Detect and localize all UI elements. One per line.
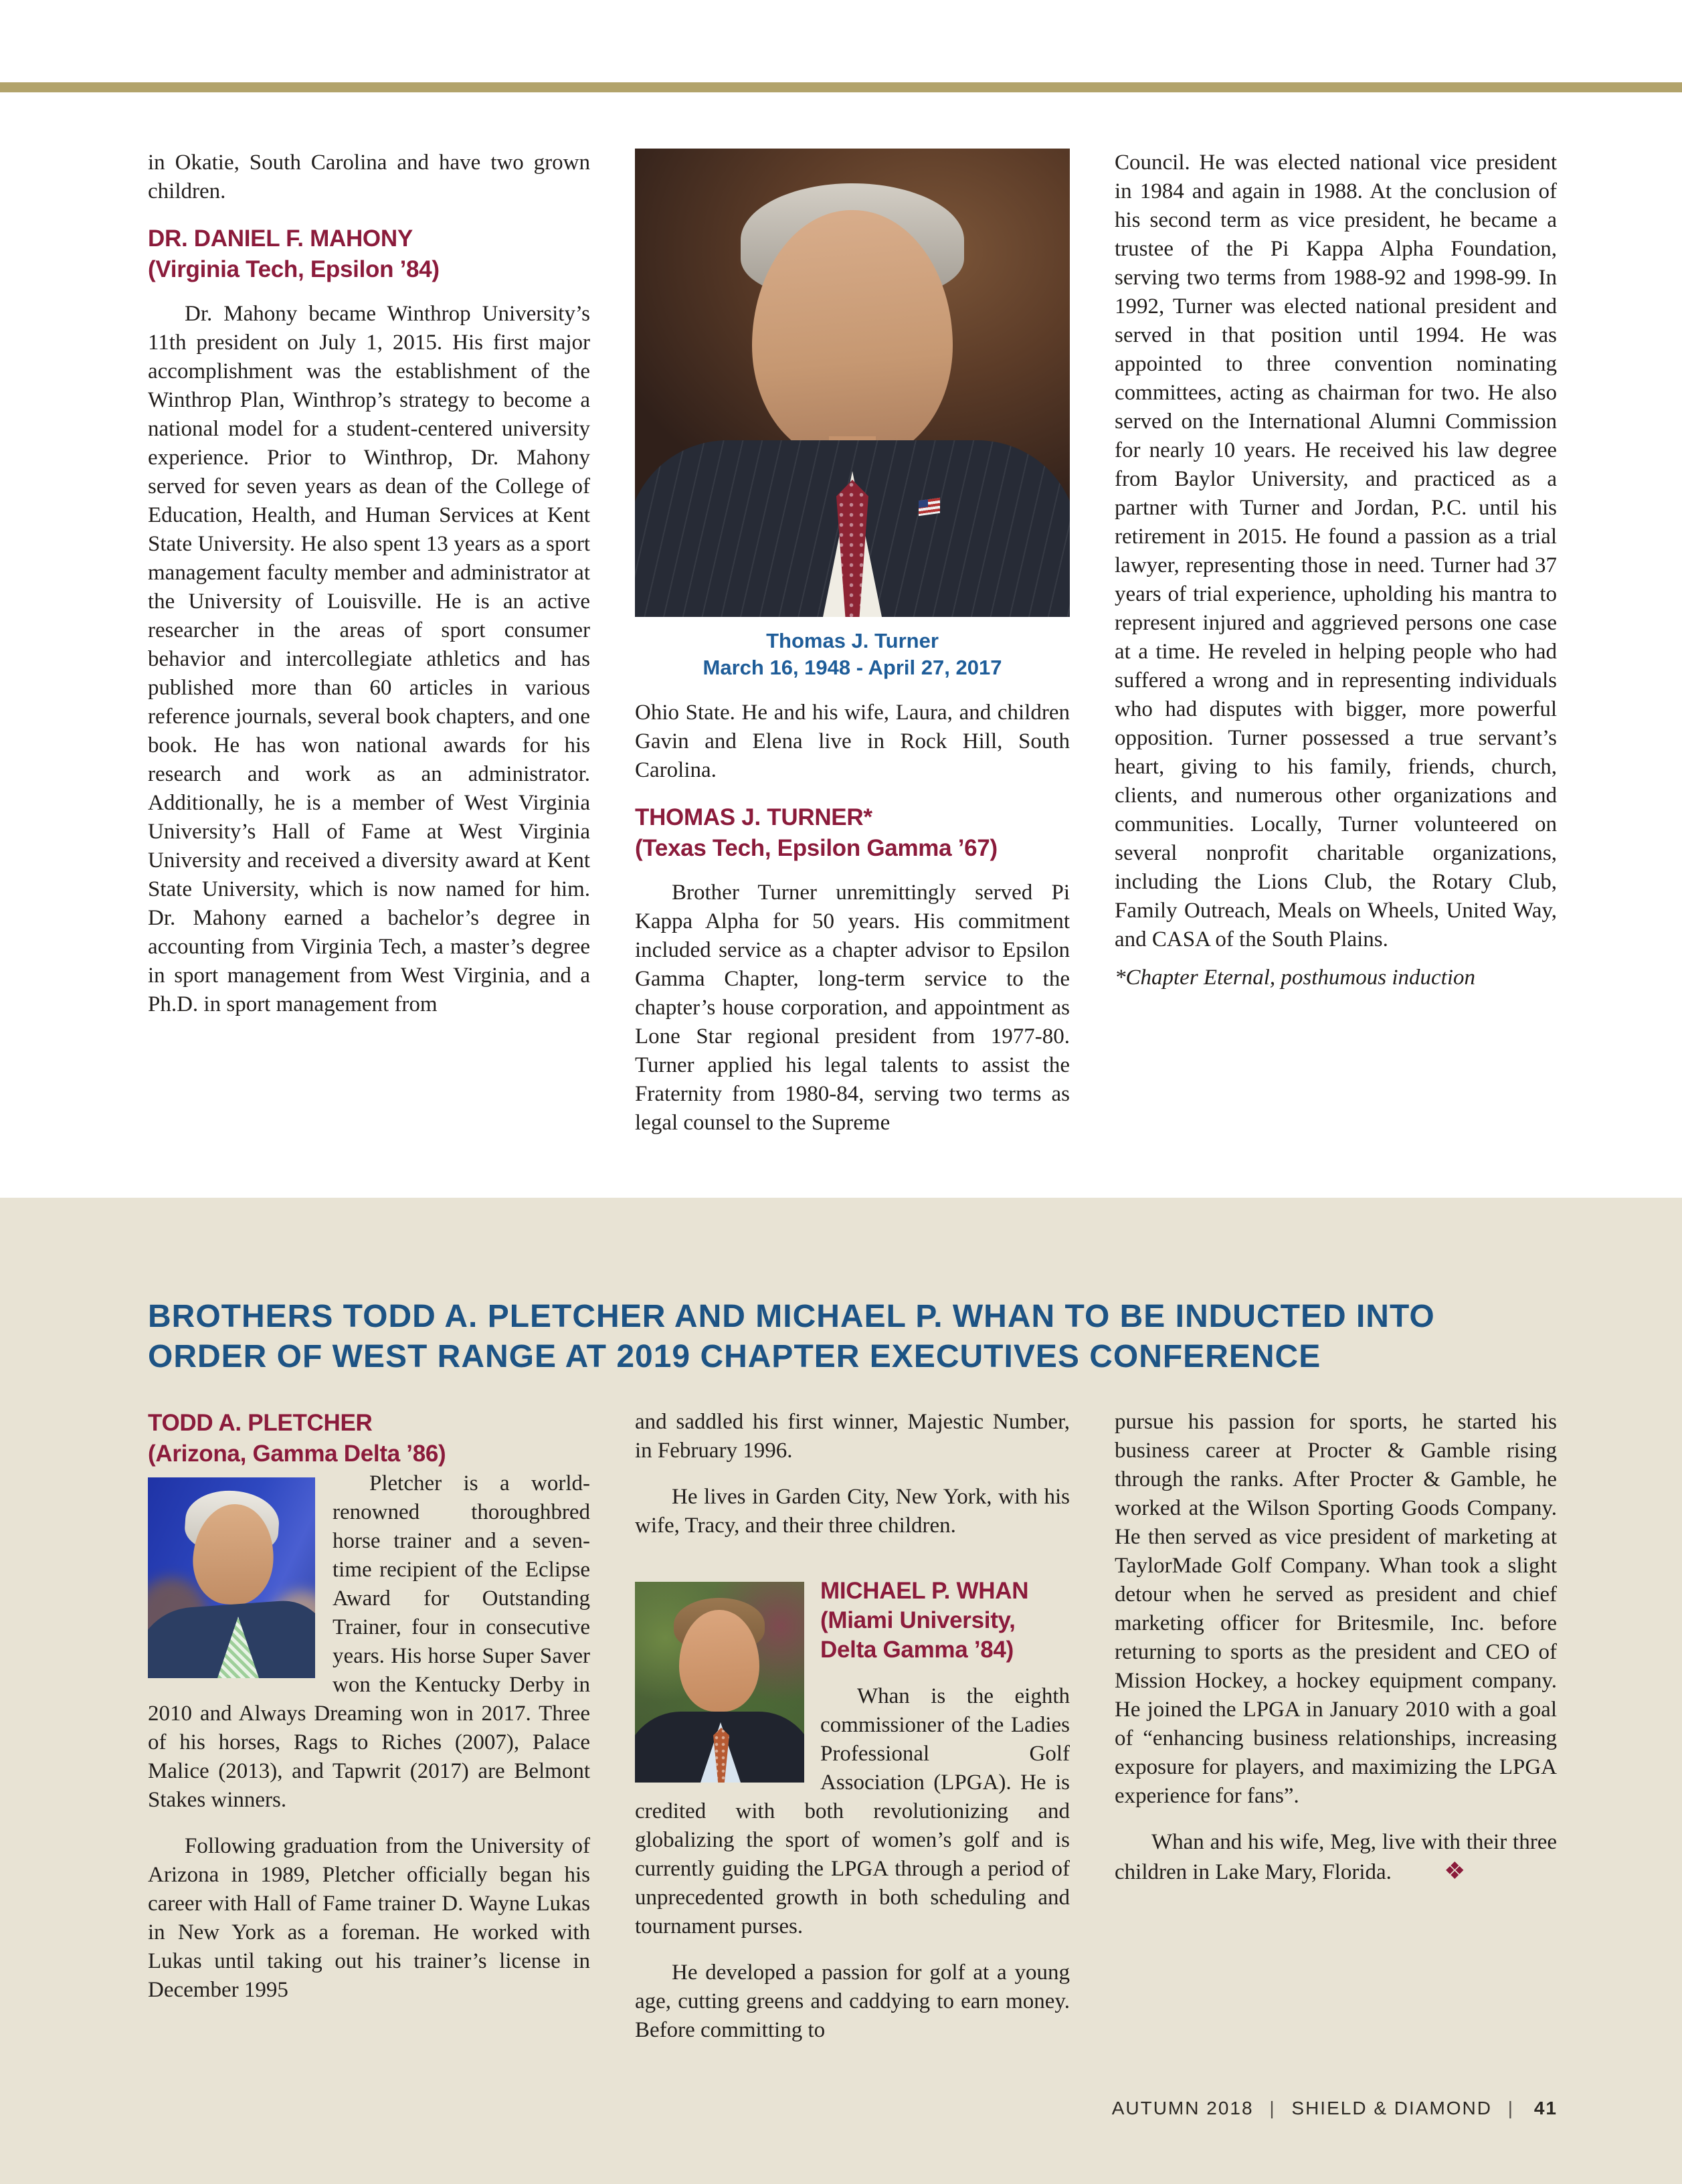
turner-chapter: (Texas Tech, Epsilon Gamma ’67): [635, 835, 998, 861]
column-pletcher: [148, 1408, 590, 2045]
whan-para2: He developed a passion for golf at a young age, cutting greens and caddying to earn money. Before committing to: [635, 1961, 1070, 2042]
pletcher-photo: [148, 1477, 315, 1678]
end-diamond-icon: ❖: [1444, 1857, 1466, 1884]
footer-separator: |: [1269, 2098, 1276, 2118]
mahony-body: Dr. Mahony became Winthrop University’s 11th president on July 1, 2015. His first major accomplishment was the establishment of the Winthrop Plan, Winthrop’s strategy to become a national model for a student-centered university experience. Prior to Winthrop, Dr. Mahony served for seven years as dean of the College of Education, Health, and Human Services at Kent State University. He also spent 13 years as a sport management faculty member and administrator at the University of Louisville. He is an active researcher in the areas of sport consumer behavior and intercollegiate athletics and has published more than 60 articles in various reference journals, several book chapters, and one book. He has won national awards for his research and work as an administrator. Additionally, he is a member of West Virginia University’s Hall of Fame at West Virginia University and received a diversity award at Kent State University, which is now named for him. Dr. Mahony earned a bachelor’s degree in accounting from Virginia Tech, a master’s degree in sport management from West Virginia, and a Ph.D. in sport management from: [148, 302, 590, 1016]
whan-photo-text-wrap: [635, 1576, 1070, 1941]
footer-page-number: 41: [1533, 2098, 1558, 2118]
column-mahony: [148, 149, 590, 1138]
mahony-name: DR. DANIEL F. MAHONY: [148, 225, 413, 252]
turner-body-column3: Council. He was elected national vice president in 1984 and again in 1988. At the conclusion of his second term as vice president, he became a trustee of the Pi Kappa Alpha Foundation, serving two terms from 1988-92 and 1998-99. In 1992, Turner was elected national president and served in that position until 1994. He was appointed to three convention nominating committees, acting as chairman for two. He also served on the International Alumni Commission for nearly 10 years. He received his law degree from Baylor University, and practiced as a partner with Turner and Jordan, P.C. until his retirement in 2015. He found a passion as a trial lawyer, representing those in need. Turner had 37 years of trial experience, upholding his mantra to represent injured and aggrieved persons one case at a time. He reveled in helping people who had suffered a wrong and in representing individuals who had disputes with bigger, more powerful opposition. Turner possessed a true servant’s heart, giving to his family, friends, church, clients, and numerous other organizations and communities. Locally, Turner volunteered on several nonprofit charitable organizations, including the Lions Club, the Rotary Club, Family Outreach, Meals on Wheels, United Way, and CASA of the South Plains.: [1115, 151, 1557, 951]
owr-headline-line2: ORDER OF WEST RANGE AT 2019 CHAPTER EXECUTIVES CONFERENCE: [148, 1339, 1321, 1374]
top-gold-rule: [0, 82, 1682, 92]
chapter-eternal-footnote: *Chapter Eternal, posthumous induction: [1115, 966, 1475, 990]
pletcher-cont2: He lives in Garden City, New York, with his wife, Tracy, and their three children.: [635, 1485, 1070, 1538]
whan-body-column3: pursue his passion for sports, he started his business career at Procter & Gamble rising through the ranks. After Procter & Gamble, he worked at the Wilson Sporting Goods Company. He then served as vice president of marketing at TaylorMade Golf Company. Whan took a slight detour when he served as president and chief marketing officer for Britesmile, Inc. before returning to sports as the president and CEO of Mission Hockey, a hockey equipment company. He joined the LPGA in January 2010 with a goal of “enhancing business relationships, increasing exposure for players, and maximizing the LPGA experience for fans”.: [1115, 1410, 1557, 1808]
turner-caption-name: Thomas J. Turner: [766, 629, 939, 652]
footer-issue: AUTUMN 2018: [1111, 2098, 1254, 2118]
mahony-intro-continued: in Okatie, South Carolina and have two grown children.: [148, 151, 590, 203]
footer-magazine: SHIELD & DIAMOND: [1291, 2098, 1492, 2118]
obituaries-columns: [148, 149, 1557, 1138]
whan-closing-text: Whan and his wife, Meg, live with their three children in Lake Mary, Florida.: [1115, 1830, 1557, 1884]
owr-headline-line1: BROTHERS TODD A. PLETCHER AND MICHAEL P. WHAN TO BE INDUCTED INTO: [148, 1299, 1435, 1334]
whan-closing: [1115, 1828, 1557, 1887]
column-turner: [635, 149, 1070, 1138]
turner-name: THOMAS J. TURNER*: [635, 804, 872, 830]
whan-name: MICHAEL P. WHAN: [820, 1578, 1029, 1604]
order-of-west-range-section: [0, 1198, 1682, 2184]
whan-para1: Whan is the eighth commissioner of the Ladies Professional Golf Association (LPGA). He is credited with both revolutionizing and globalizing the sport of women’s golf and is currently guiding the LPGA through a period of unprecedented growth in both scheduling and tournament purses.: [635, 1684, 1070, 1938]
column-whan: [635, 1408, 1070, 2045]
pletcher-name: TODD A. PLETCHER: [148, 1410, 373, 1436]
whan-chapter-line2: Delta Gamma ’84): [820, 1637, 1014, 1663]
column-whan-continued: [1115, 1408, 1557, 2045]
turner-body: Brother Turner unremittingly served Pi Kappa Alpha for 50 years. His commitment included service as a chapter advisor to Epsilon Gamma Chapter, long-term service to the chapter’s house corporation, and appointment as Lone Star regional president from 1977-80. Turner applied his legal talents to assist the Fraternity from 1980-84, serving two terms as legal counsel to the Supreme: [635, 881, 1070, 1135]
whan-photo: [635, 1582, 804, 1783]
mahony-heading: [148, 223, 590, 285]
turner-photo: [635, 149, 1070, 617]
pletcher-para1: Pletcher is a world-renowned thoroughbred horse trainer and a seven-time recipient of the Eclipse Award for Outstanding Trainer, four in consecutive years. His horse Super Saver won the Kentucky Derby in 2010 and Always Dreaming won in 2017. Three of his horses, Rags to Riches (2007), Palace Malice (2013), and Tapwrit (2017) are Belmont Stakes winners.: [148, 1471, 590, 1812]
pletcher-para2: Following graduation from the University of Arizona in 1989, Pletcher officially began his career with Hall of Fame trainer D. Wayne Lukas in New York as a foreman. He worked with Lukas until taking out his trainer’s license in December 1995: [148, 1834, 590, 2002]
turner-body-continued: Ohio State. He and his wife, Laura, and children Gavin and Elena live in Rock Hill, South Carolina.: [635, 701, 1070, 782]
pletcher-cont1: and saddled his first winner, Majestic Number, in February 1996.: [635, 1410, 1070, 1463]
pletcher-heading: [148, 1408, 590, 1469]
column-turner-continued: [1115, 149, 1557, 1138]
turner-caption-dates: March 16, 1948 - April 27, 2017: [703, 656, 1002, 679]
pletcher-chapter: (Arizona, Gamma Delta ’86): [148, 1441, 446, 1467]
turner-photo-caption: [635, 628, 1070, 681]
turner-heading: [635, 802, 1070, 864]
whan-chapter-line1: (Miami University,: [820, 1607, 1016, 1633]
owr-headline: [148, 1297, 1558, 1377]
pletcher-photo-text-wrap: [148, 1469, 590, 1815]
footer-separator: |: [1507, 2098, 1515, 2118]
mahony-chapter: (Virginia Tech, Epsilon ’84): [148, 256, 440, 282]
owr-columns: [148, 1408, 1557, 2045]
flag-pin-icon: [919, 498, 940, 516]
page-footer: [1112, 2098, 1558, 2119]
